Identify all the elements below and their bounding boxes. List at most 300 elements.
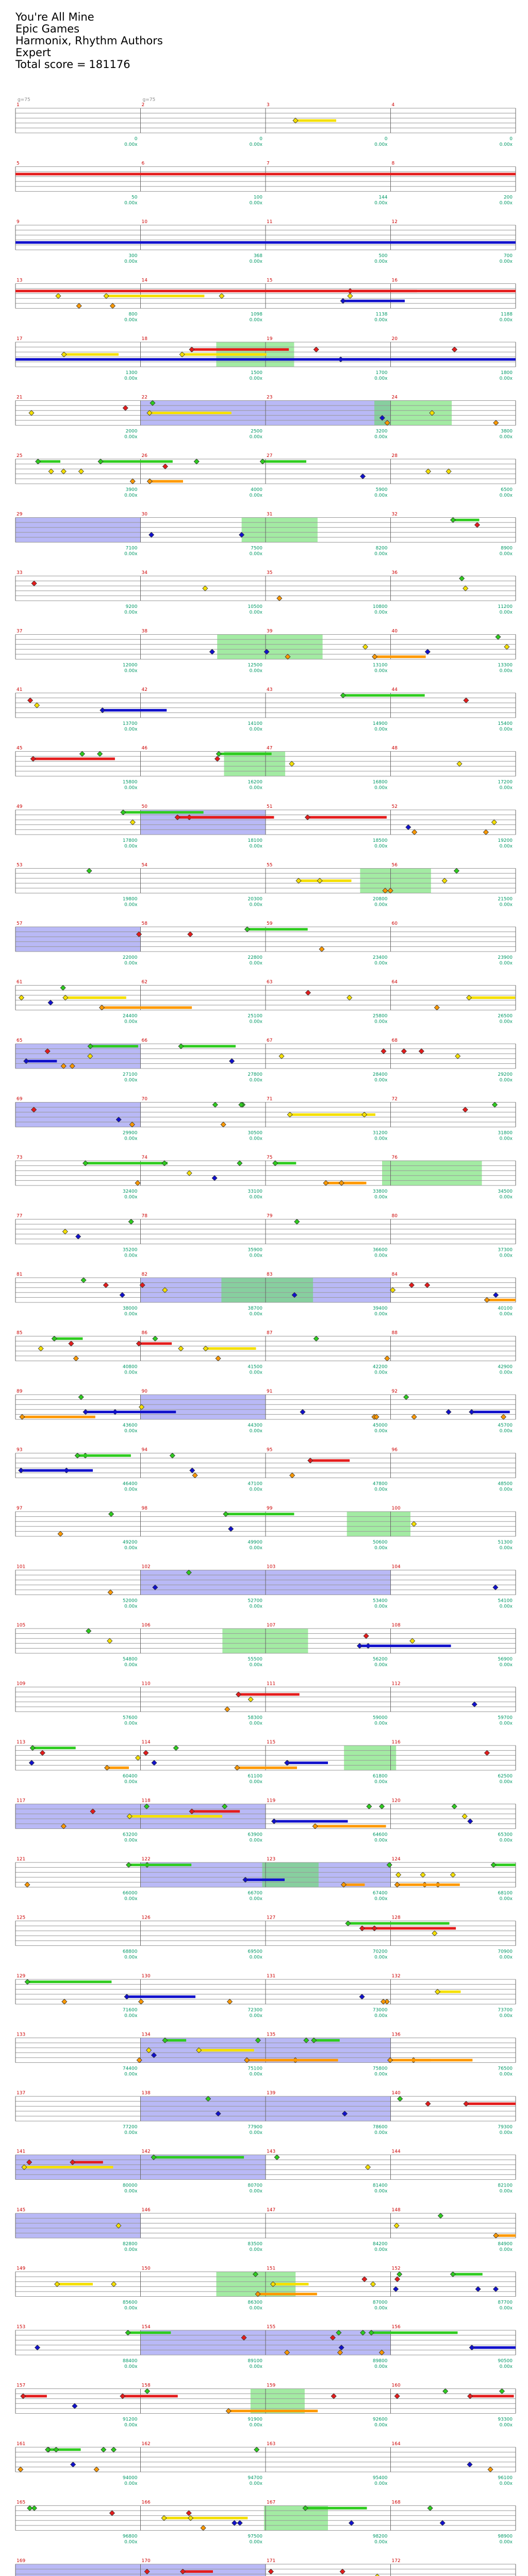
measure-multiplier: 0.00x <box>499 1780 513 1785</box>
measure-multiplier: 0.00x <box>249 376 262 381</box>
measure-number: 82 <box>141 1272 147 1277</box>
measure-score: 1138 <box>375 312 388 317</box>
measure-multiplier: 0.00x <box>124 2539 138 2545</box>
note-gem <box>54 2447 59 2452</box>
measure-score: 96100 <box>498 2476 513 2481</box>
note-gem <box>187 1171 192 1176</box>
measure-number: 97 <box>16 1506 23 1511</box>
note-gem <box>438 2213 443 2218</box>
note-gem <box>443 2388 448 2394</box>
measure-score: 92600 <box>372 2417 388 2422</box>
measure-score: 5900 <box>375 487 388 493</box>
measure-number: 48 <box>391 745 398 751</box>
note-gem <box>340 2569 345 2574</box>
note-gem <box>228 1527 234 1532</box>
measure-multiplier: 0.00x <box>249 2364 262 2369</box>
note-gem <box>385 1356 390 1361</box>
measure-score: 96800 <box>122 2534 138 2539</box>
note-gem <box>130 479 135 484</box>
measure-number: 109 <box>16 1681 26 1687</box>
measure-multiplier: 0.00x <box>374 1253 388 1259</box>
note-gem <box>397 2272 402 2277</box>
measure-score: 91900 <box>248 2417 262 2422</box>
measure-score: 144 <box>378 195 388 200</box>
note-gem <box>425 649 430 654</box>
measure-score: 0 <box>259 137 262 142</box>
measure-score: 0 <box>134 137 138 142</box>
measure-multiplier: 0.00x <box>249 317 262 323</box>
measure-score: 8200 <box>375 546 388 551</box>
note-gem <box>469 1410 474 1415</box>
note-gem <box>97 751 103 756</box>
measure-number: 91 <box>267 1389 273 1394</box>
measure-number: 54 <box>141 862 147 868</box>
measure-number: 22 <box>141 395 147 400</box>
note-gem <box>78 1395 84 1400</box>
note-gem <box>161 2516 167 2521</box>
note-gem <box>296 878 301 884</box>
measure-multiplier: 0.00x <box>124 317 138 323</box>
measure-multiplier: 0.00x <box>499 1487 513 1493</box>
measure-number: 83 <box>267 1272 273 1277</box>
measure-score: 90500 <box>498 2359 513 2364</box>
note-gem <box>287 1112 292 1117</box>
measure-multiplier: 0.00x <box>124 1896 138 1902</box>
note-gem <box>225 1707 230 1712</box>
note-gem <box>260 459 265 464</box>
measure-score: 368 <box>253 253 262 259</box>
measure-number: 39 <box>267 629 273 634</box>
measure-score: 49200 <box>122 1540 138 1545</box>
note-gem <box>125 2330 130 2335</box>
measure-multiplier: 0.00x <box>499 1429 513 1434</box>
note-gem <box>372 654 377 659</box>
note-gem <box>178 1346 184 1351</box>
measure-number: 20 <box>391 336 398 342</box>
measure-multiplier: 0.00x <box>124 2364 138 2369</box>
measure-number: 21 <box>16 395 23 400</box>
note-gem <box>83 1410 88 1415</box>
measure-score: 1098 <box>251 312 262 317</box>
note-gem <box>331 2394 336 2399</box>
measure-score: 57600 <box>122 1715 138 1721</box>
measure-score: 80700 <box>248 2183 262 2189</box>
measure-score: 22000 <box>122 955 138 960</box>
measure-multiplier: 0.00x <box>499 259 513 264</box>
measure-number: 139 <box>267 2091 276 2096</box>
measure-score: 85600 <box>122 2300 138 2306</box>
activation-section <box>347 1512 410 1536</box>
measure-number: 156 <box>391 2325 401 2330</box>
note-gem <box>308 1458 313 1463</box>
measure-score: 36600 <box>372 1247 388 1253</box>
note-gem <box>464 698 469 703</box>
measure-number: 68 <box>391 1038 398 1043</box>
measure-number: 100 <box>391 1506 401 1511</box>
note-gem <box>493 1293 499 1298</box>
measure-score: 68100 <box>498 1891 513 1896</box>
measure-number: 142 <box>141 2149 151 2155</box>
note-gem <box>103 1282 108 1287</box>
note-gem <box>468 2394 473 2399</box>
note-gem <box>149 532 154 537</box>
measure-number: 162 <box>141 2442 151 2447</box>
measure-number: 84 <box>391 1272 398 1277</box>
measure-number: 130 <box>141 1974 151 1979</box>
measure-number: 62 <box>141 979 147 985</box>
note-gem <box>162 1161 167 1166</box>
measure-multiplier: 0.00x <box>249 727 262 732</box>
measure-multiplier: 0.00x <box>499 1721 513 1726</box>
note-gem <box>474 522 480 528</box>
note-gem <box>25 1979 30 1985</box>
measure-number: 99 <box>267 1506 273 1511</box>
note-gem <box>274 2155 279 2160</box>
note-gem <box>170 1453 175 1458</box>
measure-score: 1300 <box>125 370 138 376</box>
note-gem <box>209 649 214 654</box>
note-gem <box>121 810 126 815</box>
measure-multiplier: 0.00x <box>374 1019 388 1025</box>
note-gem <box>98 459 103 464</box>
measure-multiplier: 0.00x <box>124 142 138 147</box>
measure-multiplier: 0.00x <box>499 902 513 908</box>
measure-multiplier: 0.00x <box>499 1546 513 1551</box>
note-gem <box>483 829 488 835</box>
measure-multiplier: 0.00x <box>374 317 388 323</box>
measure-number: 94 <box>141 1447 147 1453</box>
measure-score: 70900 <box>498 1949 513 1955</box>
measure-multiplier: 0.00x <box>374 1370 388 1376</box>
measure-score: 67400 <box>372 1891 388 1896</box>
measure-multiplier: 0.00x <box>124 2306 138 2311</box>
measure-multiplier: 0.00x <box>249 610 262 615</box>
note-gem <box>201 2526 206 2531</box>
measure-number: 50 <box>141 804 147 809</box>
note-gem <box>501 1414 506 1419</box>
measure-score: 69500 <box>248 1949 262 1955</box>
measure-score: 3200 <box>375 429 388 434</box>
measure-number: 65 <box>16 1038 23 1043</box>
note-gem <box>475 2286 481 2292</box>
measure-number: 36 <box>391 570 398 575</box>
measure-number: 51 <box>267 804 273 809</box>
activation-section <box>217 635 322 659</box>
measure-score: 6500 <box>501 487 513 493</box>
measure-multiplier: 0.00x <box>124 2481 138 2486</box>
note-gem <box>254 2447 259 2452</box>
note-gem <box>120 1293 125 1298</box>
measure-score: 28400 <box>372 1072 388 1077</box>
measure-multiplier: 0.00x <box>374 259 388 264</box>
note-gem <box>317 878 322 884</box>
measure-multiplier: 0.00x <box>249 2013 262 2019</box>
measure-multiplier: 0.00x <box>249 1663 262 1668</box>
measure-multiplier: 0.00x <box>374 142 388 147</box>
note-gem <box>194 459 199 464</box>
note-gem <box>56 294 61 299</box>
note-gem <box>188 2516 193 2521</box>
note-gem <box>323 1180 328 1185</box>
note-gem <box>394 1882 400 1887</box>
note-gem <box>380 1804 385 1809</box>
measure-multiplier: 0.00x <box>249 668 262 674</box>
measure-number: 116 <box>391 1740 401 1745</box>
measure-multiplier: 0.00x <box>249 1955 262 1960</box>
measure-number: 145 <box>16 2208 26 2213</box>
measure-number: 71 <box>267 1096 273 1102</box>
note-gem <box>109 1512 114 1517</box>
measure-multiplier: 0.00x <box>499 1312 513 1317</box>
measure-multiplier: 0.00x <box>374 2130 388 2136</box>
measure-number: 47 <box>267 745 273 751</box>
note-gem <box>143 1750 148 1755</box>
measure-number: 19 <box>267 336 273 342</box>
measure-score: 2000 <box>125 429 138 434</box>
note-gem <box>40 1750 45 1755</box>
measure-score: 33800 <box>372 1189 388 1194</box>
note-gem <box>360 474 366 479</box>
note-gem <box>78 469 84 474</box>
measure-number: 87 <box>267 1330 273 1336</box>
measure-multiplier: 0.00x <box>249 2072 262 2077</box>
measure-multiplier: 0.00x <box>499 376 513 381</box>
measure-score: 49900 <box>248 1540 262 1545</box>
note-gem <box>340 693 345 698</box>
note-gem <box>425 1282 430 1287</box>
note-gem <box>55 2282 60 2287</box>
measure-multiplier: 0.00x <box>249 142 262 147</box>
measure-score: 43600 <box>122 1423 138 1428</box>
measure-score: 61100 <box>248 1774 262 1779</box>
measure-multiplier: 0.00x <box>374 1312 388 1317</box>
starpower-section <box>141 1395 266 1419</box>
measure-multiplier: 0.00x <box>374 376 388 381</box>
measure-multiplier: 0.00x <box>249 1487 262 1493</box>
measure-multiplier: 0.00x <box>374 2247 388 2252</box>
measure-score: 29900 <box>122 1130 138 1136</box>
measure-score: 93300 <box>498 2417 513 2422</box>
measure-score: 70200 <box>372 1949 388 1955</box>
measure-multiplier: 0.00x <box>374 727 388 732</box>
measure-number: 30 <box>141 512 147 517</box>
measure-score: 88400 <box>122 2359 138 2364</box>
measure-score: 15400 <box>498 721 513 726</box>
note-gem <box>401 1048 406 1054</box>
note-gem <box>152 1760 157 1766</box>
note-gem <box>72 2403 77 2409</box>
measure-number: 141 <box>16 2149 26 2155</box>
note-gem <box>69 1341 74 1346</box>
note-gem <box>277 596 282 601</box>
measure-number: 33 <box>16 570 23 575</box>
measure-score: 74400 <box>122 2066 138 2072</box>
measure-score: 12000 <box>122 663 138 668</box>
measure-multiplier: 0.00x <box>124 1370 138 1376</box>
measure-score: 19800 <box>122 896 138 902</box>
note-gem <box>79 751 85 756</box>
measure-number: 26 <box>141 453 147 459</box>
note-gem <box>409 1282 414 1287</box>
measure-multiplier: 0.00x <box>249 2422 262 2428</box>
measure-multiplier: 0.00x <box>374 2013 388 2019</box>
measure-score: 82100 <box>498 2183 513 2189</box>
note-gem <box>87 868 92 873</box>
note-gem <box>349 2520 354 2526</box>
measure-multiplier: 0.00x <box>374 1721 388 1726</box>
measure-multiplier: 0.00x <box>374 844 388 849</box>
measure-score: 35900 <box>248 1247 262 1253</box>
note-gem <box>215 756 220 761</box>
measure-multiplier: 0.00x <box>374 2422 388 2428</box>
measure-score: 7500 <box>251 546 262 551</box>
note-gem <box>162 464 168 469</box>
measure-score: 12500 <box>248 663 262 668</box>
measure-score: 86300 <box>248 2300 262 2306</box>
note-gem <box>128 1219 134 1224</box>
note-gem <box>432 1931 437 1936</box>
measure-multiplier: 0.00x <box>374 551 388 557</box>
note-gem <box>462 1814 467 1819</box>
measure-number: 79 <box>267 1213 273 1219</box>
measure-score: 81400 <box>372 2183 388 2189</box>
note-gem <box>130 820 135 825</box>
note-gem <box>110 303 115 309</box>
note-gem <box>406 825 411 830</box>
measure-number: 63 <box>267 979 273 985</box>
measure-multiplier: 0.00x <box>124 844 138 849</box>
measure-score: 35200 <box>122 1247 138 1253</box>
measure-multiplier: 0.00x <box>124 2189 138 2194</box>
measure-number: 12 <box>391 219 398 225</box>
measure-multiplier: 0.00x <box>499 1838 513 1843</box>
note-gem <box>372 1926 377 1931</box>
note-gem <box>464 2101 469 2106</box>
measure-score: 47800 <box>372 1481 388 1487</box>
measure-score: 66700 <box>248 1891 262 1896</box>
measure-multiplier: 0.00x <box>124 1312 138 1317</box>
measure-score: 30500 <box>248 1130 262 1136</box>
note-gem <box>340 298 345 303</box>
measure-multiplier: 0.00x <box>249 1019 262 1025</box>
measure-score: 54800 <box>122 1657 138 1662</box>
measure-number: 115 <box>267 1740 276 1745</box>
measure-number: 114 <box>141 1740 151 1745</box>
measure-score: 700 <box>503 253 513 259</box>
measure-multiplier: 0.00x <box>249 1721 262 1726</box>
measure-score: 8900 <box>501 546 513 551</box>
measure-multiplier: 0.00x <box>249 551 262 557</box>
measure-multiplier: 0.00x <box>124 1546 138 1551</box>
note-gem <box>179 352 185 357</box>
measure-multiplier: 0.00x <box>499 142 513 147</box>
measure-score: 75100 <box>248 2066 262 2072</box>
measure-number: 119 <box>267 1798 276 1804</box>
note-gem <box>362 645 368 650</box>
measure-score: 48500 <box>498 1481 513 1487</box>
measure-number: 61 <box>16 979 23 985</box>
note-gem <box>484 1297 489 1302</box>
measure-score: 42900 <box>498 1364 513 1370</box>
measure-multiplier: 0.00x <box>499 2130 513 2136</box>
note-gem <box>499 2388 504 2394</box>
note-gem <box>227 1999 232 2004</box>
measure-multiplier: 0.00x <box>249 1136 262 1142</box>
note-gem <box>347 995 352 1001</box>
measure-score: 98900 <box>498 2534 513 2539</box>
note-gem <box>237 1161 242 1166</box>
measure-multiplier: 0.00x <box>249 259 262 264</box>
measure-number: 149 <box>16 2266 26 2272</box>
measure-score: 11200 <box>498 604 513 609</box>
measure-score: 71600 <box>122 2008 138 2013</box>
note-gem <box>61 469 66 474</box>
measure-number: 75 <box>267 1155 273 1160</box>
note-gem <box>273 1161 278 1166</box>
note-gem <box>345 1921 351 1926</box>
measure-score: 61800 <box>372 1774 388 1779</box>
note-gem <box>362 1112 367 1117</box>
measure-score: 54100 <box>498 1598 513 1604</box>
measure-number: 101 <box>16 1564 26 1570</box>
measure-multiplier: 0.00x <box>499 2072 513 2077</box>
note-gem <box>381 1048 386 1054</box>
measure-multiplier: 0.00x <box>374 2306 388 2311</box>
measure-score: 22800 <box>248 955 262 960</box>
measure-number: 90 <box>141 1389 147 1394</box>
measure-score: 16200 <box>248 779 262 785</box>
measure-score: 63200 <box>122 1832 138 1838</box>
note-gem <box>63 995 68 1001</box>
note-gem <box>27 2505 32 2511</box>
measure-score: 45700 <box>498 1423 513 1428</box>
measure-score: 2500 <box>251 429 262 434</box>
note-gem <box>493 420 499 426</box>
measure-score: 66000 <box>122 1891 138 1896</box>
measure-number: 161 <box>16 2442 26 2447</box>
note-gem <box>420 1872 425 1877</box>
measure-multiplier: 0.00x <box>124 551 138 557</box>
measure-multiplier: 0.00x <box>374 785 388 791</box>
note-gem <box>48 469 54 474</box>
measure-multiplier: 0.00x <box>124 902 138 908</box>
measure-number: 98 <box>141 1506 147 1511</box>
note-gem <box>104 294 109 299</box>
note-gem <box>111 2282 117 2287</box>
measure-score: 31800 <box>498 1130 513 1136</box>
note-gem <box>99 1005 104 1010</box>
measure-number: 53 <box>16 862 23 868</box>
measure-score: 97500 <box>248 2534 262 2539</box>
measure-multiplier: 0.00x <box>249 961 262 966</box>
measure-score: 21500 <box>498 896 513 902</box>
measure-score: 13700 <box>122 721 138 726</box>
note-gem <box>492 1102 498 1107</box>
measure-score: 82800 <box>122 2242 138 2247</box>
measure-number: 49 <box>16 804 23 809</box>
measure-score: 62500 <box>498 1774 513 1779</box>
note-gem <box>101 2447 106 2452</box>
measure-multiplier: 0.00x <box>124 434 138 440</box>
measure-score: 200 <box>503 195 513 200</box>
note-gem <box>109 2511 114 2516</box>
measure-number: 46 <box>141 745 147 751</box>
activation-section <box>242 518 318 543</box>
note-gem <box>457 761 462 767</box>
measure-score: 39400 <box>372 1306 388 1311</box>
measure-multiplier: 0.00x <box>124 1721 138 1726</box>
measure-score: 83500 <box>248 2242 262 2247</box>
